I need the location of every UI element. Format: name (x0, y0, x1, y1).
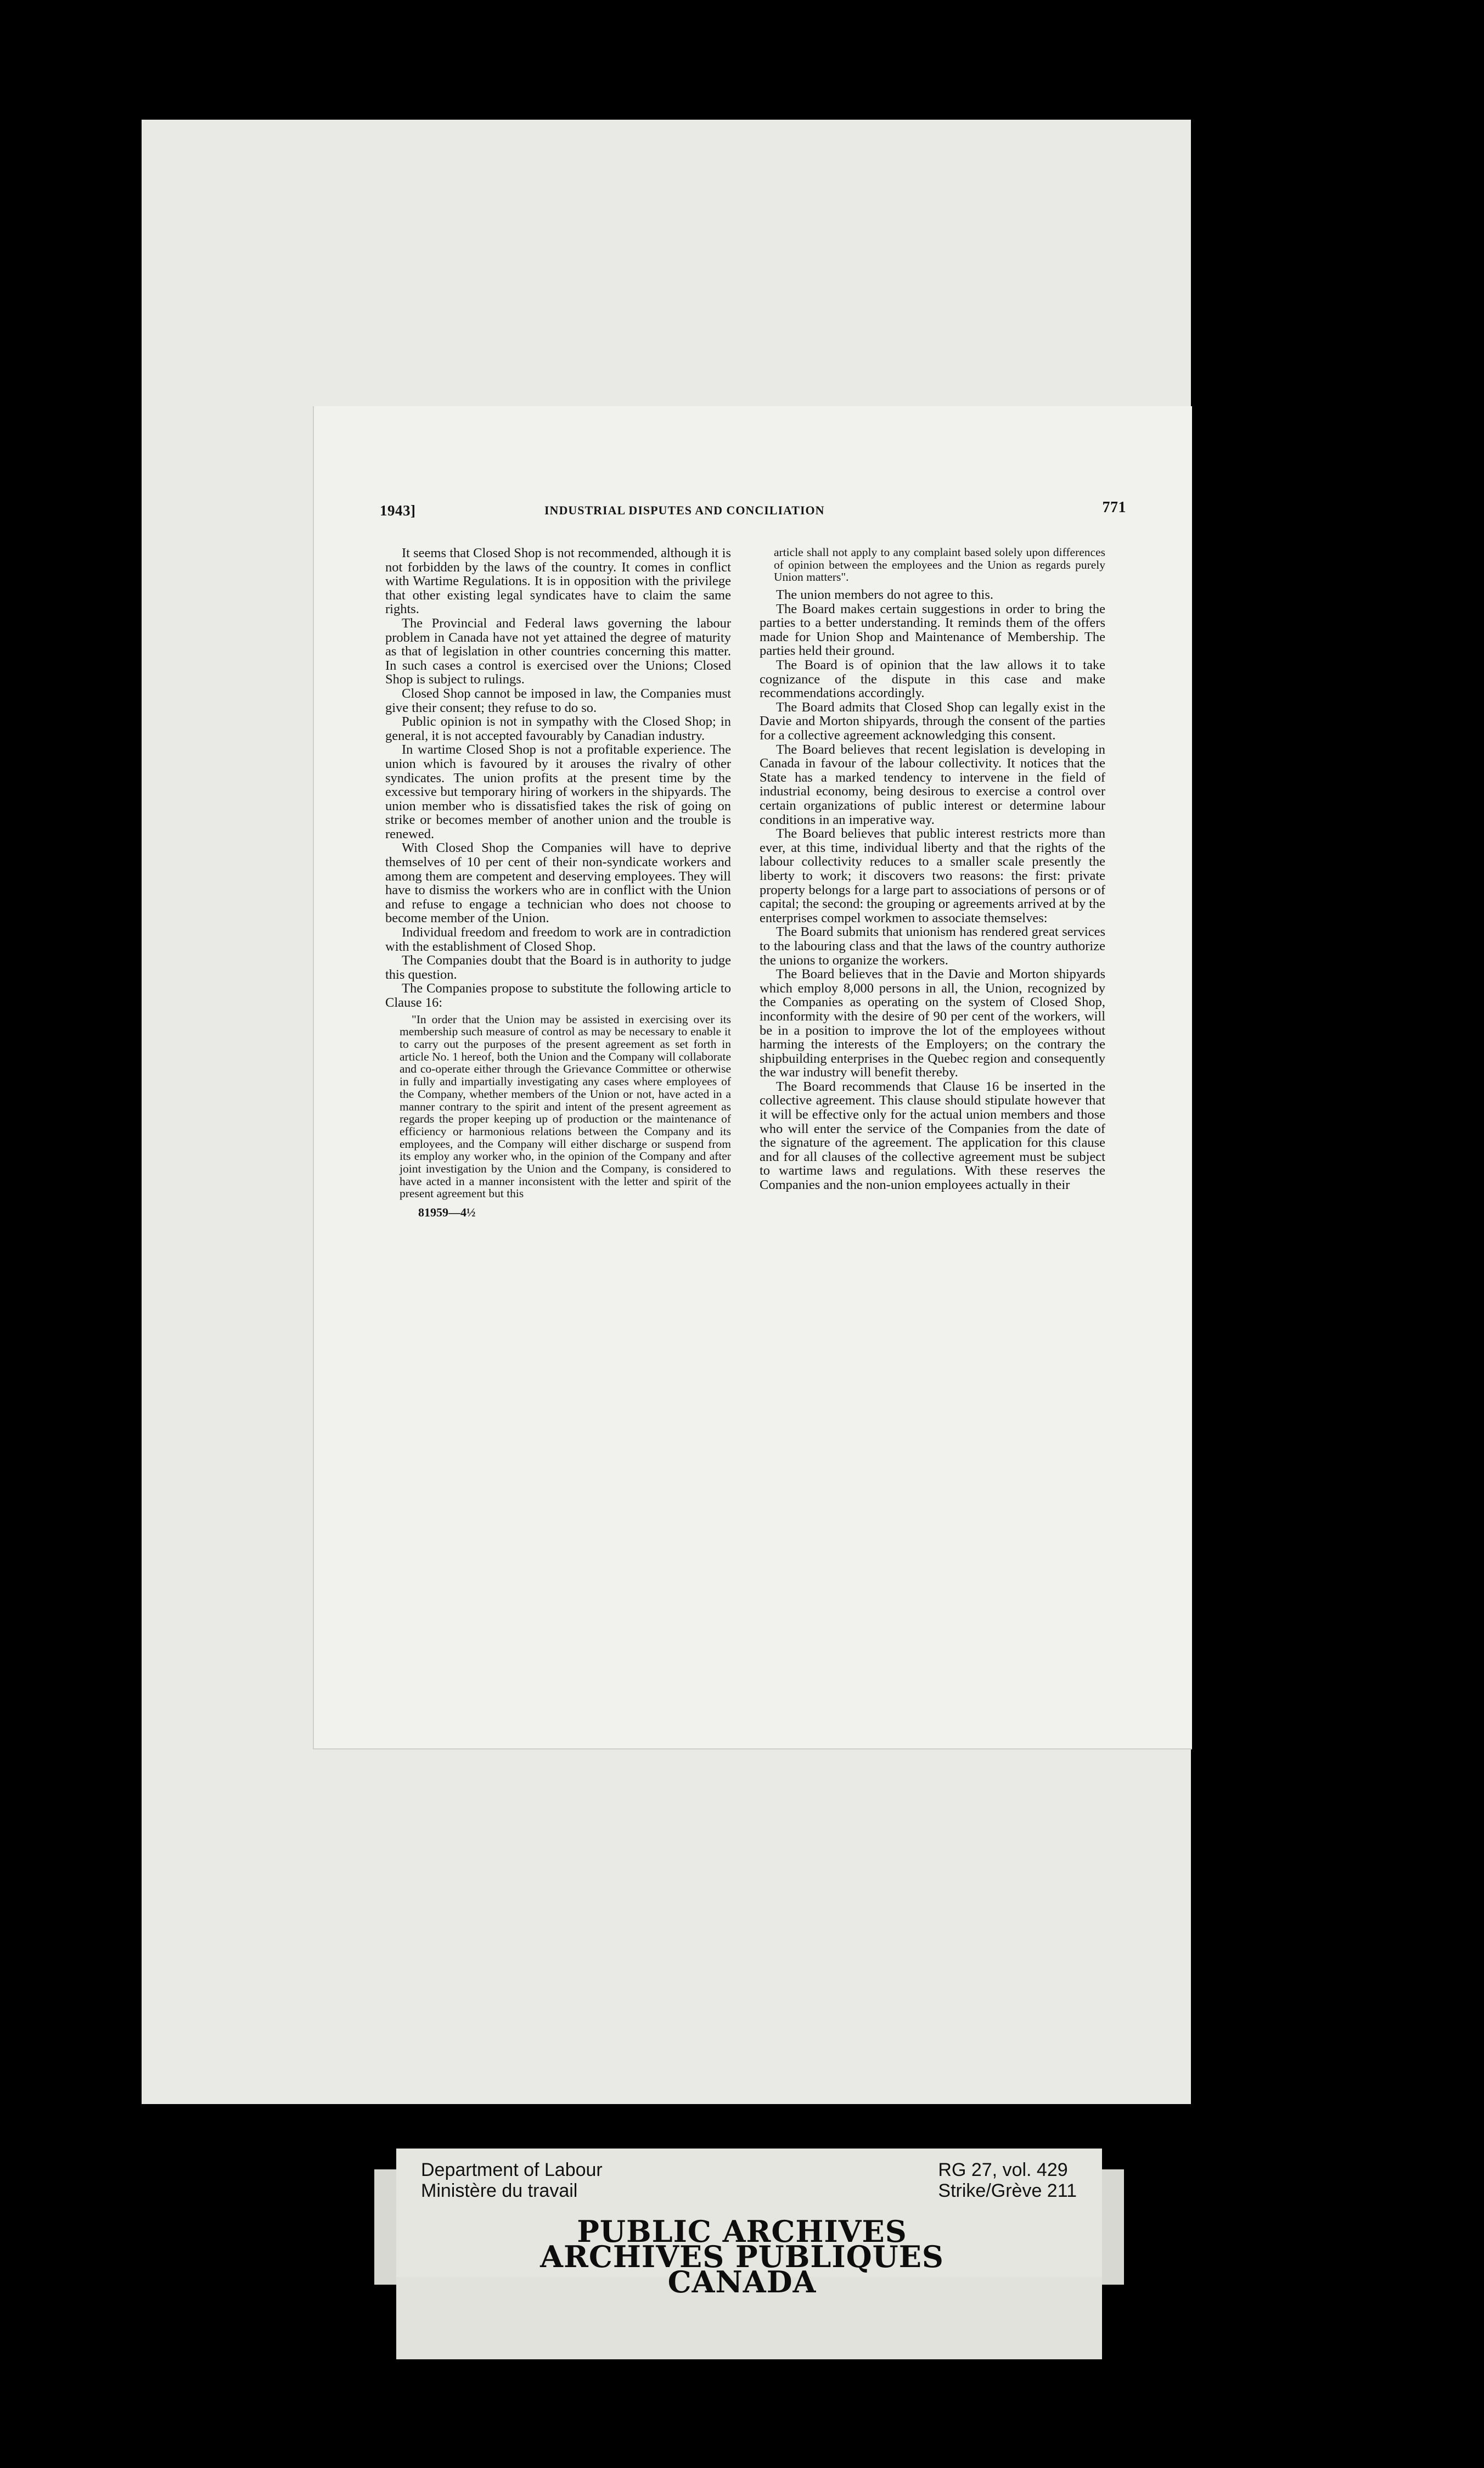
paragraph: With Closed Shop the Companies will have to deprive themselves of 10 per cent of their non-syndicate workers and among them are competent and deserving employees. They will have to dismiss the workers who are in conflict with the Union and refuse to engage a technician who does not choose to become member of the Union. (385, 840, 731, 926)
department-name (421, 2160, 603, 2201)
paragraph: The union members do not agree to this. (776, 587, 993, 603)
department-fr: Ministère du travail (421, 2180, 578, 2201)
paragraph: It seems that Closed Shop is not recommended, although it is not forbidden by the laws of the country. It comes in conflict with Wartime Regulations. It is in opposition with the privilege that other existing legal syndicates have to claim the same rights. (385, 546, 731, 617)
stamp-line: PUBLIC ARCHIVES (577, 2214, 907, 2249)
archive-label-text (415, 2160, 1082, 2201)
quoted-article-continued: article shall not apply to any complaint based solely upon differences of opinion between the employees and the Union as regards purely Union matters". (774, 546, 1105, 584)
quoted-article: "In order that the Union may be assisted in exercising over its membership such measure of control as may be necessary to enable it to carry out the purposes of the present agreement as set forth in article No. 1 hereof, both the Union and the Company will collaborate and co-operate either through the Grievance Committee or otherwise in fully and impartially investigating any cases where employees of the Company, whether members of the Union or not, have acted in a manner contrary to the spirit and intent of the present agreement as regards the proper keeping up of production or the maintenance of efficiency or harmonious relations between the Company and its employees, and the Company will either discharge or suspend from its employ any worker who, in the opinion of the Company and after joint investigation by the Union and the Company, is considered to have acted in a manner inconsistent with the letter and spirit of the present agreement but this (400, 1012, 731, 1201)
page-number: 771 (1102, 499, 1126, 516)
paragraph: The Companies propose to substitute the following article to Clause 16: (385, 981, 731, 1010)
paragraph: The Companies doubt that the Board is in authority to judge this question. (385, 953, 731, 982)
document-page (313, 406, 1192, 1749)
stamp-line: ARCHIVES PUBLIQUES (540, 2239, 944, 2274)
paragraph: Public opinion is not in sympathy with the Closed Shop; in general, it is not accepted favourably by Canadian industry. (385, 714, 731, 743)
paragraph: The Board is of opinion that the law allows it to take cognizance of the dispute in this case and make recommendations accordingly. (760, 658, 1105, 701)
left-column (385, 546, 731, 1220)
paragraph: The Board believes that public interest restricts more than ever, at this time, individual liberty and that the rights of the labour collectivity reduces to a smaller scale presently the liberty to work; it discovers two reasons: the first: private property belongs for a large part to associations of persons or of capital; the second: the grouping or agreements arrived at by the enterprises compel workmen to associate themselves: (760, 826, 1105, 926)
department-en: Department of Labour (421, 2160, 603, 2180)
record-reference (938, 2160, 1077, 2201)
record-group: RG 27, vol. 429 (938, 2160, 1068, 2180)
header-title: INDUSTRIAL DISPUTES AND CONCILIATION (544, 503, 825, 517)
paragraph: The Board admits that Closed Shop can legally exist in the Davie and Morton shipyards, through the consent of the parties for a collective agreement acknowledging this consent. (760, 699, 1105, 743)
stamp-line: CANADA (667, 2264, 817, 2299)
paragraph: The Provincial and Federal laws governing the labour problem in Canada have not yet attained the degree of maturity as that of legislation in other countries concerning this matter. In such cases a control is exercised over the Unions; Closed Shop is subject to rulings. (385, 615, 731, 687)
paragraph: Closed Shop cannot be imposed in law, the Companies must give their consent; they refuse to do so. (385, 686, 731, 715)
running-header (380, 499, 1126, 524)
paragraph: In wartime Closed Shop is not a profitable experience. The union which is favoured by it arouses the rivalry of other syndicates. The union profits at the present time by the excessive but temporary hiring of workers in the shipyards. The union member who is dissatisfied takes the risk of going on strike or becomes member of another union and the trouble is renewed. (385, 742, 731, 842)
archives-stamp (0, 2214, 1484, 2299)
right-column (760, 546, 1105, 1192)
paragraph: Individual freedom and freedom to work are in contradiction with the establishment of Closed Shop. (385, 925, 731, 954)
paragraph: The Board submits that unionism has rendered great services to the labouring class and that the laws of the country authorize the unions to organize the workers. (760, 924, 1105, 968)
paragraph: The Board recommends that Clause 16 be inserted in the collective agreement. This clause should stipulate however that it will be effective only for the actual union members and those who will enter the service of the Companies from the date of the signature of the agreement. The application for this clause and for all clauses of the collective agreement must be subject to wartime laws and regulations. With these reserves the Companies and the non-union employees actually in their (760, 1079, 1105, 1193)
footnote: 81959—4½ (418, 1205, 476, 1220)
header-year: 1943] (380, 502, 416, 519)
paragraph: The Board believes that recent legislation is developing in Canada in favour of the labour collectivity. It notices that the State has a marked tendency to intervene in the field of industrial economy, being desirous to exercise a control over certain organizations of public interest or determine labour conditions in an imperative way. (760, 742, 1105, 827)
strike-number: Strike/Grève 211 (938, 2180, 1077, 2201)
paragraph: The Board believes that in the Davie and Morton shipyards which employ 8,000 persons in all, the Union, recognized by the Companies as operating on the system of Closed Shop, inconformity with the desire of 90 per cent of the workers, will be in a position to improve the lot of the employees without harming the interests of the Employers; on the contrary the shipbuilding enterprises in the Quebec region and consequently the war industry will benefit thereby. (760, 967, 1105, 1080)
paragraph: The Board makes certain suggestions in order to bring the parties to a better understanding. It reminds them of the offers made for Union Shop and Maintenance of Membership. The parties held their ground. (760, 601, 1105, 659)
